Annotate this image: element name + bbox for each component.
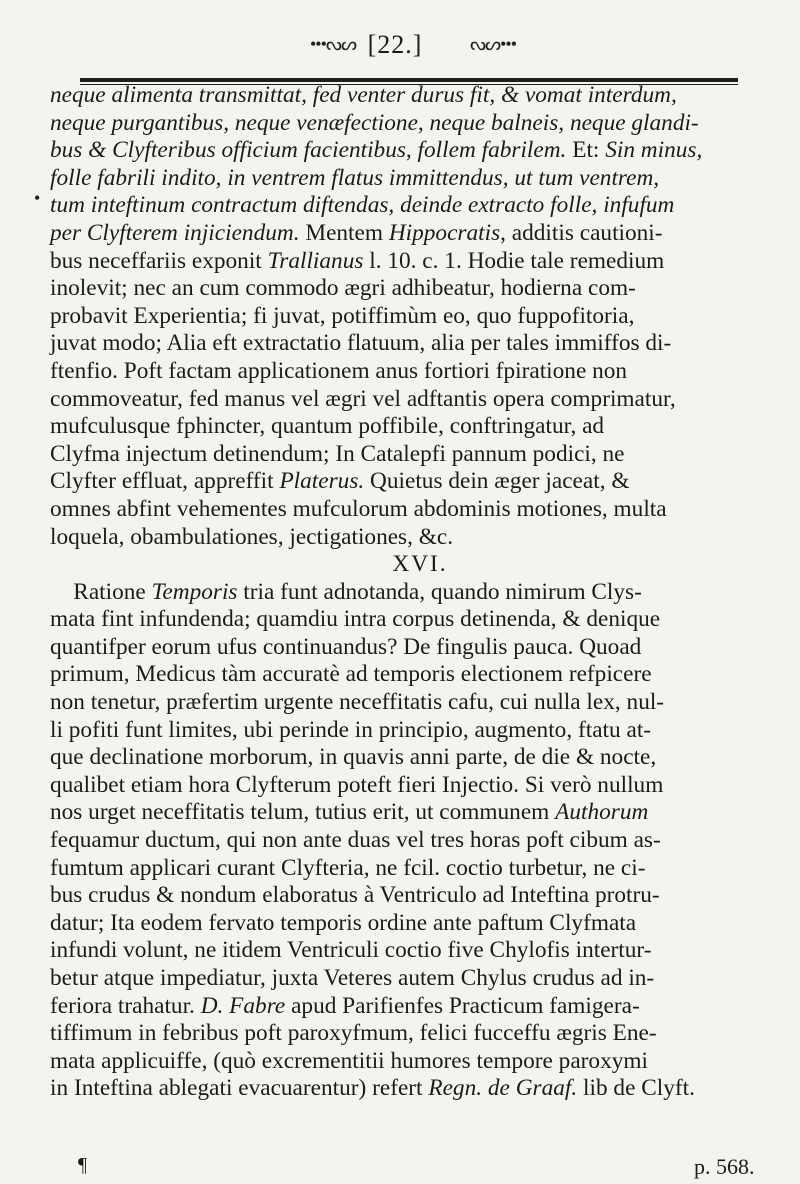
text-span: apud Parifienfes Practicum famigera- [285, 992, 640, 1019]
text-line: Clyfma injectum detinendum; In Catalepfi pannum podici, ne [50, 440, 625, 467]
text-span: Platerus. [279, 468, 365, 495]
text-span: bus & Clyfteribus officium facientibus, follem fabrilem. [50, 137, 567, 164]
text-span: nos urget neceffitatis telum, tutius erit, ut communem [50, 799, 556, 826]
text-span: bus neceffariis exponit [50, 247, 268, 274]
text-line [50, 993, 750, 1021]
text-line: bus crudus & nondum elaboratus à Ventriculo ad Inteftina protru- [50, 882, 660, 909]
text-line: omnes abfint vehementes mufculorum abdominis motiones, multa [50, 495, 667, 522]
text-line: que declinatione morborum, in quavis anni parte, de die & nocte, [50, 744, 657, 771]
text-line: loquela, obambulationes, jectigationes, &c. [50, 523, 454, 550]
text-span: Trallianus [267, 247, 364, 274]
text-line [50, 579, 750, 607]
text-line: tum inteftinum contractum diftendas, deinde extracto folle, infufum [50, 192, 675, 219]
text-span: Temporis [151, 578, 238, 605]
text-line: commoveatur, fed manus vel ægri vel adftantis opera comprimatur, [50, 385, 676, 412]
body-text [50, 82, 750, 1103]
margin-mark: • [34, 188, 41, 208]
text-span: Ratione [73, 578, 152, 605]
section-heading: XVI. [392, 551, 448, 578]
text-line: fequamur ductum, qui non ante duas vel tres horas poft cibum as- [50, 827, 661, 854]
page-header [0, 8, 800, 60]
text-span: feriora trahatur. [50, 992, 201, 1019]
text-line: non tenetur, præfertim urgente neceffitatis cafu, cui nulla lex, nul- [50, 689, 665, 716]
text-span: per Clyfterem injiciendum. [50, 219, 300, 246]
text-line: ftenfio. Poft factam applicationem anus fortiori fpiratione non [50, 357, 628, 384]
text-line: tiffimum in febribus poft paroxyfmum, felici fucceffu ægris Ene- [50, 1020, 657, 1047]
text-line: inolevit; nec an cum commodo ægri adhibeatur, hodierna com- [50, 275, 636, 302]
text-line: mata applicuiffe, (quò excrementitii humores tempore paroxymi [50, 1047, 648, 1074]
text-line: mata fint infundenda; quamdiu intra corpus detinenda, & denique [50, 606, 661, 633]
text-line: infundi volunt, ne itidem Ventriculi coctio five Chylofis intertur- [50, 937, 652, 964]
text-span: Authorum [555, 799, 649, 826]
text-line: neque purgantibus, neque venæfectione, neque balneis, neque glandi- [50, 109, 699, 136]
header-ornament-left: •••ᔓᔕ [310, 34, 357, 54]
text-line [50, 220, 750, 248]
text-span: Clyfter effluat, appreffit [50, 468, 280, 495]
text-span: D. Fabre [200, 992, 286, 1019]
text-line: juvat modo; Alia eft extractatio flatuum, alia per tales immiffos di- [50, 330, 672, 357]
text-line: betur atque impediatur, juxta Veteres autem Chylus crudus ad in- [50, 965, 655, 991]
text-line: datur; Ita eodem fervato temporis ordine ante paftum Clyfmata [50, 909, 637, 936]
text-span: , additis cautioni- [500, 219, 663, 246]
page-footer [0, 1154, 800, 1182]
text-line [50, 1075, 750, 1103]
text-line: mufculusque fphincter, quantum poffibile, conftringatur, ad [50, 413, 605, 440]
text-line [50, 799, 750, 827]
text-span: in Inteftina ablegati evacuarentur) refert [50, 1075, 429, 1102]
text-line: probavit Experientia; fi juvat, potiffimùm eo, quo fuppofitoria, [50, 302, 635, 329]
text-span: Et: [566, 137, 606, 164]
text-span: l. 10. c. 1. Hodie tale remedium [363, 247, 665, 274]
text-span: Mentem [299, 219, 389, 246]
text-line: quantifper eorum ufus continuandus? De fingulis pauca. Quoad [50, 633, 642, 660]
text-line: li pofiti funt limites, ubi perinde in principio, augmento, ftatu at- [50, 716, 652, 743]
text-line: fumtum applicari curant Clyfteria, ne fcil. coctio turbetur, ne ci- [50, 854, 646, 881]
text-line: primum, Medicus tàm accuratè ad temporis electionem refpicere [50, 661, 652, 688]
text-line: neque alimenta transmittat, fed venter durus fit, & vomat interdum, [50, 82, 677, 108]
text-line [50, 468, 750, 496]
text-span: Quietus dein æger jaceat, & [364, 468, 630, 495]
catchword: p. 568. [694, 1154, 755, 1179]
text-span: lib de Clyft. [577, 1075, 695, 1102]
text-span: Regn. de Graaf. [428, 1075, 578, 1102]
text-span: Hippocratis [388, 219, 501, 246]
text-line: qualibet etiam hora Clyfterum poteft fieri Injectio. Si verò nullum [50, 771, 664, 798]
text-line: folle fabrili indito, in ventrem flatus immittendus, ut tum ventrem, [50, 164, 660, 191]
text-line [50, 137, 750, 165]
footer-mark: ¶ [78, 1154, 88, 1176]
text-line [50, 248, 750, 276]
text-span: tria funt adnotanda, quando nimirum Clys- [237, 578, 642, 605]
text-span: Sin minus, [605, 137, 703, 164]
header-ornament-right: ᔓᔕ••• [470, 34, 517, 54]
page-number: [22.] [367, 30, 423, 59]
